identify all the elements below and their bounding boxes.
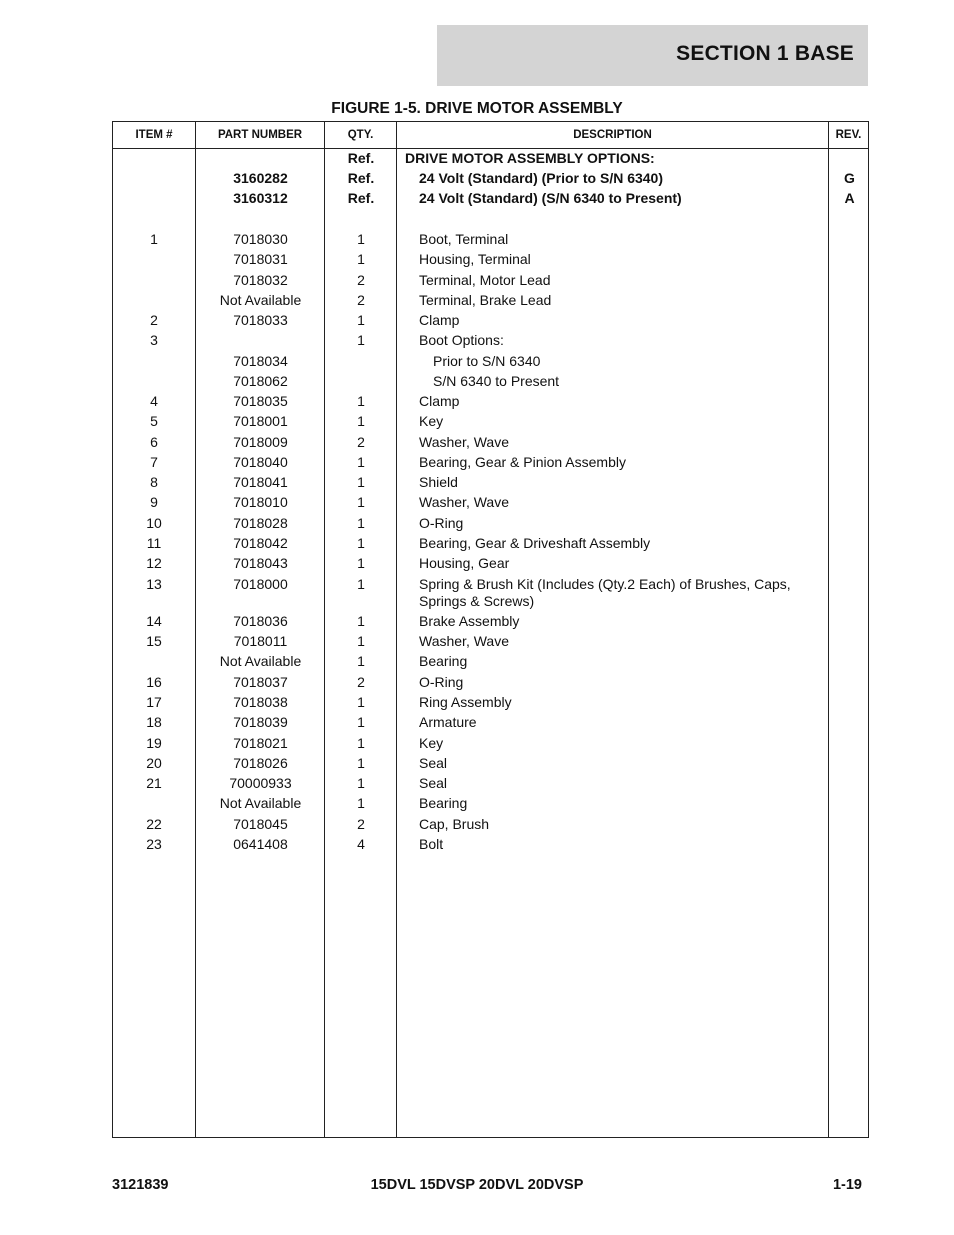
table-row <box>113 393 868 411</box>
table-row <box>113 613 868 631</box>
cell-item: 14 <box>146 613 162 629</box>
cell-part: Not Available <box>219 653 302 669</box>
cell-qty: 1 <box>357 613 365 629</box>
cell-item: 21 <box>146 775 162 791</box>
cell-desc: Ring Assembly <box>419 694 512 710</box>
cell-part: 7018001 <box>233 413 288 429</box>
cell-item: 9 <box>150 494 158 510</box>
cell-desc: Cap, Brush <box>419 816 490 832</box>
cell-desc: Spring & Brush Kit (Includes (Qty.2 Each) of Brushes, Caps, Springs & Screws) <box>419 576 791 609</box>
cell-desc: S/N 6340 to Present <box>433 373 560 389</box>
cell-qty: 2 <box>357 674 365 690</box>
cell-qty: 1 <box>357 714 365 730</box>
cell-desc: Bolt <box>419 836 444 852</box>
cell-desc: Bearing, Gear & Driveshaft Assembly <box>419 535 651 551</box>
cell-part: 7018030 <box>233 231 288 247</box>
table-row <box>113 373 868 391</box>
cell-rev: A <box>844 190 855 206</box>
cell-desc: Bearing, Gear & Pinion Assembly <box>419 454 626 470</box>
cell-part: 7018011 <box>233 633 288 649</box>
cell-part: Not Available <box>219 292 302 308</box>
cell-part: 7018042 <box>233 535 288 551</box>
cell-qty: 1 <box>357 755 365 771</box>
cell-desc: Seal <box>419 755 448 771</box>
cell-part: 3160282 <box>233 170 288 186</box>
doc-number: 3121839 <box>112 1177 169 1193</box>
cell-desc: Clamp <box>419 312 460 328</box>
cell-qty: 1 <box>357 454 365 470</box>
cell-part: Not Available <box>219 795 302 811</box>
cell-part: 7018036 <box>233 613 288 629</box>
cell-item: 19 <box>146 735 162 751</box>
model-list: 15DVL 15DVSP 20DVL 20DVSP <box>370 1177 584 1193</box>
cell-desc: Terminal, Brake Lead <box>419 292 552 308</box>
table-row <box>113 353 868 371</box>
cell-item: 8 <box>150 474 158 490</box>
cell-desc: Armature <box>419 714 477 730</box>
table-row <box>113 714 868 732</box>
table-row <box>113 535 868 553</box>
cell-part: 7018043 <box>233 555 288 571</box>
cell-qty: 1 <box>357 251 365 267</box>
cell-desc: Housing, Terminal <box>419 251 531 267</box>
cell-qty: Ref. <box>347 170 375 186</box>
header-item: ITEM # <box>135 129 173 141</box>
table-row <box>113 413 868 431</box>
table-row <box>113 272 868 290</box>
cell-desc: Housing, Gear <box>419 555 510 571</box>
table-row <box>113 454 868 472</box>
cell-qty: 1 <box>357 535 365 551</box>
cell-part: 7018021 <box>233 735 288 751</box>
cell-part: 7018000 <box>233 576 288 592</box>
table-row <box>113 231 868 249</box>
cell-desc: 24 Volt (Standard) (S/N 6340 to Present) <box>419 190 682 206</box>
cell-qty: 1 <box>357 694 365 710</box>
table-row <box>113 332 868 350</box>
cell-qty: 1 <box>357 474 365 490</box>
cell-rev: G <box>844 170 855 186</box>
cell-part: 7018035 <box>233 393 288 409</box>
table-row <box>113 170 868 188</box>
cell-desc: Boot, Terminal <box>419 231 509 247</box>
cell-qty: 4 <box>357 836 365 852</box>
cell-desc: Bearing <box>419 795 468 811</box>
cell-desc: Shield <box>419 474 458 490</box>
cell-qty: 1 <box>357 393 365 409</box>
cell-qty: 1 <box>357 231 365 247</box>
table-row <box>113 190 868 208</box>
cell-part: 7018026 <box>233 755 288 771</box>
cell-qty: 1 <box>357 413 365 429</box>
table-header <box>113 122 868 149</box>
section-title: SECTION 1 BASE <box>676 42 854 65</box>
table-row <box>113 576 868 610</box>
cell-desc: Clamp <box>419 393 460 409</box>
cell-part: 7018040 <box>233 454 288 470</box>
header-description: DESCRIPTION <box>573 129 652 141</box>
cell-desc: Washer, Wave <box>419 633 509 649</box>
table-row <box>113 494 868 512</box>
cell-part: 7018028 <box>233 515 288 531</box>
page-number: 1-19 <box>832 1177 862 1193</box>
cell-item: 5 <box>150 413 158 429</box>
table-row <box>113 816 868 834</box>
cell-item: 15 <box>146 633 162 649</box>
cell-item: 7 <box>150 454 158 470</box>
cell-qty: 2 <box>357 816 365 832</box>
cell-part: 7018037 <box>233 674 288 690</box>
table-row <box>113 633 868 651</box>
cell-qty: 1 <box>357 494 365 510</box>
cell-desc: Seal <box>419 775 448 791</box>
cell-qty: 1 <box>357 555 365 571</box>
table-row <box>113 515 868 533</box>
table-row <box>113 312 868 330</box>
cell-part: 70000933 <box>229 775 292 791</box>
cell-part: 7018010 <box>233 494 288 510</box>
table-row <box>113 653 868 671</box>
table-row <box>113 674 868 692</box>
cell-item: 17 <box>146 694 162 710</box>
cell-item: 23 <box>146 836 162 852</box>
header-part-number: PART NUMBER <box>217 129 303 141</box>
cell-item: 11 <box>146 535 162 551</box>
cell-qty: 2 <box>357 292 365 308</box>
cell-part: 3160312 <box>233 190 288 206</box>
cell-desc: 24 Volt (Standard) (Prior to S/N 6340) <box>419 170 664 186</box>
cell-desc: Terminal, Motor Lead <box>419 272 551 288</box>
cell-qty: 1 <box>357 332 365 348</box>
cell-item: 10 <box>146 515 162 531</box>
cell-item: 16 <box>146 674 162 690</box>
cell-desc: Key <box>419 413 444 429</box>
cell-desc: Prior to S/N 6340 <box>433 353 541 369</box>
table-row <box>113 555 868 573</box>
cell-qty: 1 <box>357 775 365 791</box>
cell-part: 7018031 <box>233 251 288 267</box>
cell-desc: O-Ring <box>419 674 464 690</box>
cell-item: 22 <box>146 816 162 832</box>
cell-part: 0641408 <box>233 836 288 852</box>
cell-qty: 2 <box>357 434 365 450</box>
cell-part: 7018038 <box>233 694 288 710</box>
table-row <box>113 694 868 712</box>
table-row <box>113 775 868 793</box>
table-row <box>113 755 868 773</box>
cell-desc: Key <box>419 735 444 751</box>
cell-part: 7018062 <box>233 373 288 389</box>
cell-desc: Brake Assembly <box>419 613 520 629</box>
cell-qty: 1 <box>357 515 365 531</box>
cell-part: 7018045 <box>233 816 288 832</box>
cell-item: 20 <box>146 755 162 771</box>
cell-qty: 1 <box>357 735 365 751</box>
table-row <box>113 836 868 854</box>
cell-part: 7018039 <box>233 714 288 730</box>
cell-item: 2 <box>150 312 158 328</box>
cell-desc: O-Ring <box>419 515 464 531</box>
cell-desc: DRIVE MOTOR ASSEMBLY OPTIONS: <box>405 150 655 166</box>
table-row <box>113 795 868 813</box>
cell-item: 3 <box>150 332 158 348</box>
table-row <box>113 735 868 753</box>
cell-desc: Washer, Wave <box>419 494 509 510</box>
cell-qty: Ref. <box>347 190 375 206</box>
cell-qty: 2 <box>357 272 365 288</box>
cell-desc: Boot Options: <box>419 332 504 348</box>
table-row <box>113 251 868 269</box>
cell-qty: 1 <box>357 312 365 328</box>
section-banner <box>437 25 868 86</box>
table-row <box>113 474 868 492</box>
header-rev: REV. <box>835 129 862 141</box>
cell-part: 7018041 <box>233 474 288 490</box>
cell-part: 7018032 <box>233 272 288 288</box>
cell-qty: 1 <box>357 653 365 669</box>
cell-item: 6 <box>150 434 158 450</box>
cell-part: 7018034 <box>233 353 288 369</box>
cell-part: 7018033 <box>233 312 288 328</box>
parts-table <box>112 121 869 1138</box>
cell-item: 13 <box>146 576 162 592</box>
cell-item: 18 <box>146 714 162 730</box>
cell-qty: 1 <box>357 633 365 649</box>
header-qty: QTY. <box>347 129 374 141</box>
cell-desc: Washer, Wave <box>419 434 509 450</box>
cell-part: 7018009 <box>233 434 288 450</box>
cell-item: 1 <box>150 231 158 247</box>
figure-title: FIGURE 1-5. DRIVE MOTOR ASSEMBLY <box>331 100 623 117</box>
cell-item: 12 <box>146 555 162 571</box>
cell-qty: 1 <box>357 795 365 811</box>
table-row <box>113 292 868 310</box>
cell-item: 4 <box>150 393 158 409</box>
table-row <box>113 434 868 452</box>
cell-qty: 1 <box>357 576 365 592</box>
table-row <box>113 150 868 168</box>
cell-qty: Ref. <box>347 150 375 166</box>
cell-desc: Bearing <box>419 653 468 669</box>
